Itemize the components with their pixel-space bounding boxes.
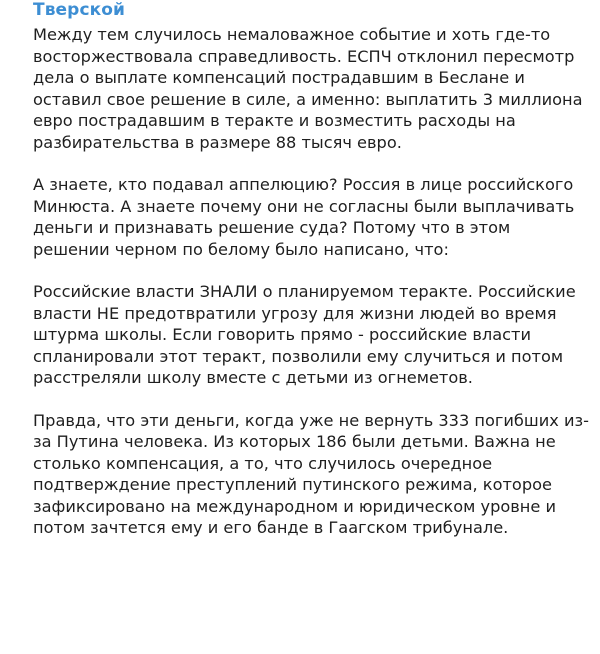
message-paragraph-1: Между тем случилось немаловажное событие и хоть где-то восторжествовала справедливость. ЕСПЧ отклонил пересмотр дела о выплате компенсаций пострадавшим в Беслане и оставил свое решение в силе, а именно: выплатить 3 миллиона евро пострадавшим в теракте и возместить расходы на разбирательства в размере 88 тысяч евро. (33, 25, 583, 152)
message-paragraph-2: А знаете, кто подавал аппелюцию? Россия в лице российского Минюста. А знаете почему они не согласны были выплачивать деньги и признавать решение суда? Потому что в этом решении черном по белому было написано, что: (33, 175, 575, 259)
paragraph-spacer (33, 260, 590, 281)
channel-author-name[interactable]: Тверской (33, 0, 126, 20)
message-paragraph-3: Российские власти ЗНАЛИ о планируемом теракте. Российские власти НЕ предотвратили угрозу для жизни людей во время штурма школы. Если говорить прямо - российские власти спланировали этот теракт, позволили ему случиться и потом расстреляли школу вместе с детьми из огнеметов. (33, 282, 576, 387)
paragraph-spacer (33, 389, 590, 410)
message-paragraph-4: Правда, что эти деньги, когда уже не вернуть 333 погибших из-за Путина человека. Из которых 186 были детьми. Важна не столько компенсация, а то, что случилось очередное подтверждение преступлений путинского режима, которое зафиксировано на международном и юридическом уровне и потом зачтется ему и его банде в Гаагском трибунале. (33, 410, 589, 537)
paragraph-spacer (33, 153, 590, 174)
